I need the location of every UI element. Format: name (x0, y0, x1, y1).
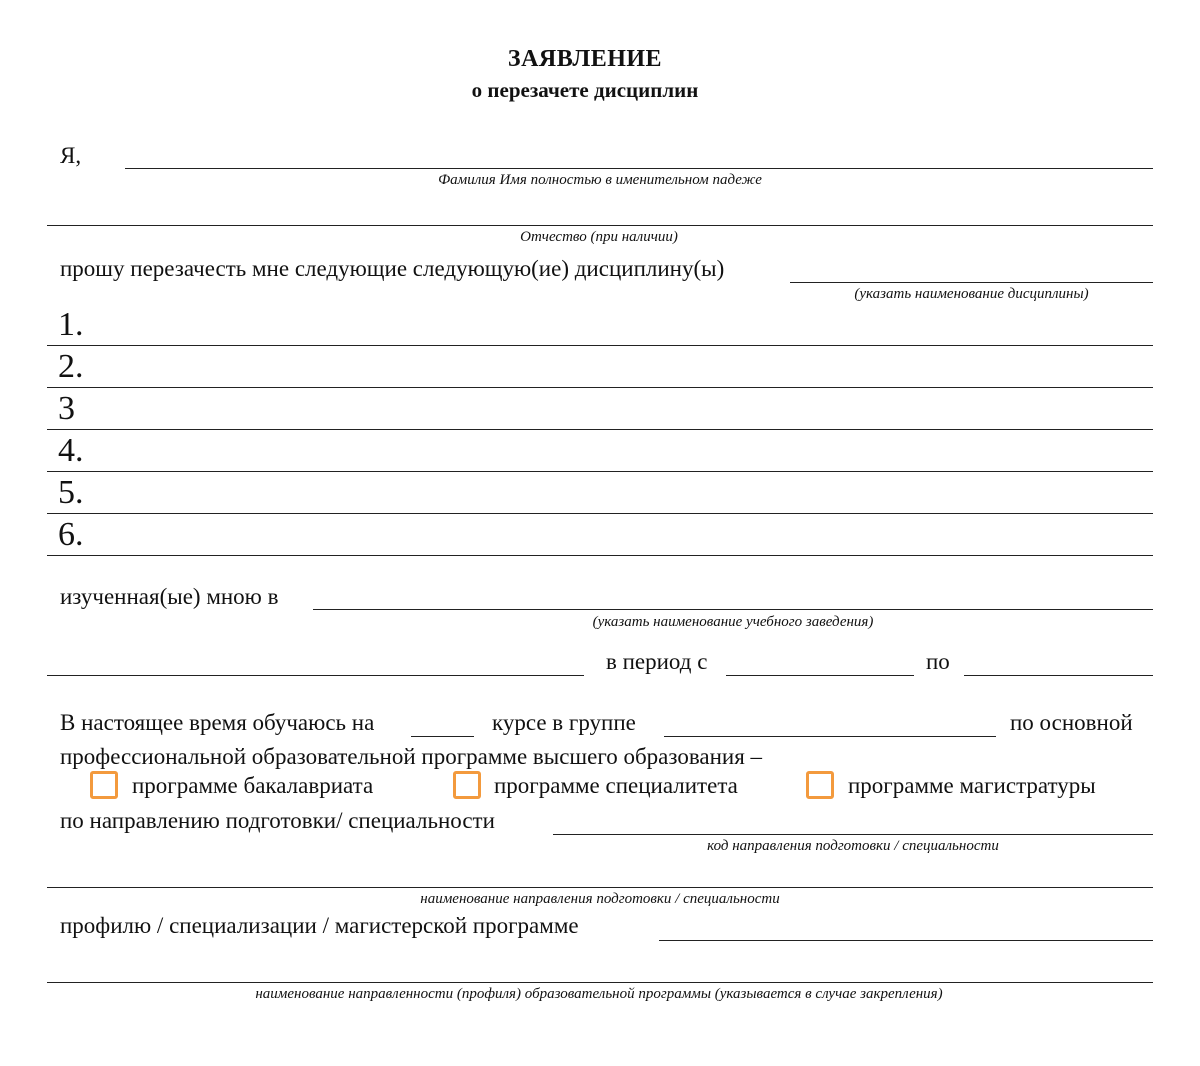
direction-name-caption: наименование направления подготовки / специальности (420, 891, 780, 907)
profile-field[interactable] (659, 940, 1153, 941)
specialist-checkbox[interactable] (453, 771, 481, 799)
institution-field[interactable] (313, 609, 1153, 610)
name-caption: Фамилия Имя полностью в именительном падеже (438, 172, 762, 188)
patronymic-field[interactable] (47, 225, 1153, 226)
group-field[interactable] (664, 736, 996, 737)
course-field[interactable] (411, 736, 474, 737)
discipline-number: 6. (58, 516, 84, 553)
currently-text: В настоящее время обучаюсь на (60, 710, 375, 735)
direction-code-field[interactable] (553, 834, 1153, 835)
patronymic-caption: Отчество (при наличии) (520, 229, 678, 245)
main-text: по основной (1010, 710, 1133, 735)
discipline-line-1[interactable] (47, 345, 1153, 346)
discipline-line-5[interactable] (47, 513, 1153, 514)
name-field[interactable] (125, 168, 1153, 169)
discipline-number: 4. (58, 432, 84, 469)
bachelor-label: программе бакалавриата (132, 773, 374, 798)
direction-code-caption: код направления подготовки / специальности (707, 838, 999, 854)
specialist-label: программе специалитета (494, 773, 738, 798)
discipline-line-3[interactable] (47, 429, 1153, 430)
master-checkbox[interactable] (806, 771, 834, 799)
discipline-number: 5. (58, 474, 84, 511)
discipline-number: 2. (58, 348, 84, 385)
discipline-line-6[interactable] (47, 555, 1153, 556)
discipline-number: 3 (58, 390, 75, 427)
discipline-line-4[interactable] (47, 471, 1153, 472)
discipline-name-field[interactable] (790, 282, 1153, 283)
request-text: прошу перезачесть мне следующие следующую(ие) дисциплину(ы) (60, 256, 725, 281)
period-from-field[interactable] (726, 675, 914, 676)
ya-label: Я, (60, 143, 82, 168)
direction-label: по направлению подготовки/ специальности (60, 808, 495, 833)
period-from-label: в период с (606, 649, 708, 674)
bachelor-checkbox[interactable] (90, 771, 118, 799)
master-label: программе магистратуры (848, 773, 1096, 798)
program-text: профессиональной образовательной программе высшего образования – (60, 744, 763, 769)
institution-caption: (указать наименование учебного заведения) (592, 614, 874, 630)
direction-name-field[interactable] (47, 887, 1153, 888)
form-subtitle: о перезачете дисциплин (471, 78, 699, 102)
discipline-number: 1. (58, 306, 84, 343)
profile-caption: наименование направленности (профиля) образовательной программы (указывается в случае закрепления) (255, 986, 943, 1002)
period-to-label: по (926, 649, 950, 674)
profile-field-continued[interactable] (47, 982, 1153, 983)
studied-text: изученная(ые) мною в (60, 584, 279, 609)
period-to-field[interactable] (964, 675, 1153, 676)
form-title: ЗАЯВЛЕНИЕ (507, 46, 663, 72)
discipline-line-2[interactable] (47, 387, 1153, 388)
institution-field-continued[interactable] (47, 675, 584, 676)
discipline-caption: (указать наименование дисциплины) (854, 286, 1089, 302)
course-text: курсе в группе (492, 710, 636, 735)
profile-label: профилю / специализации / магистерской программе (60, 913, 579, 938)
